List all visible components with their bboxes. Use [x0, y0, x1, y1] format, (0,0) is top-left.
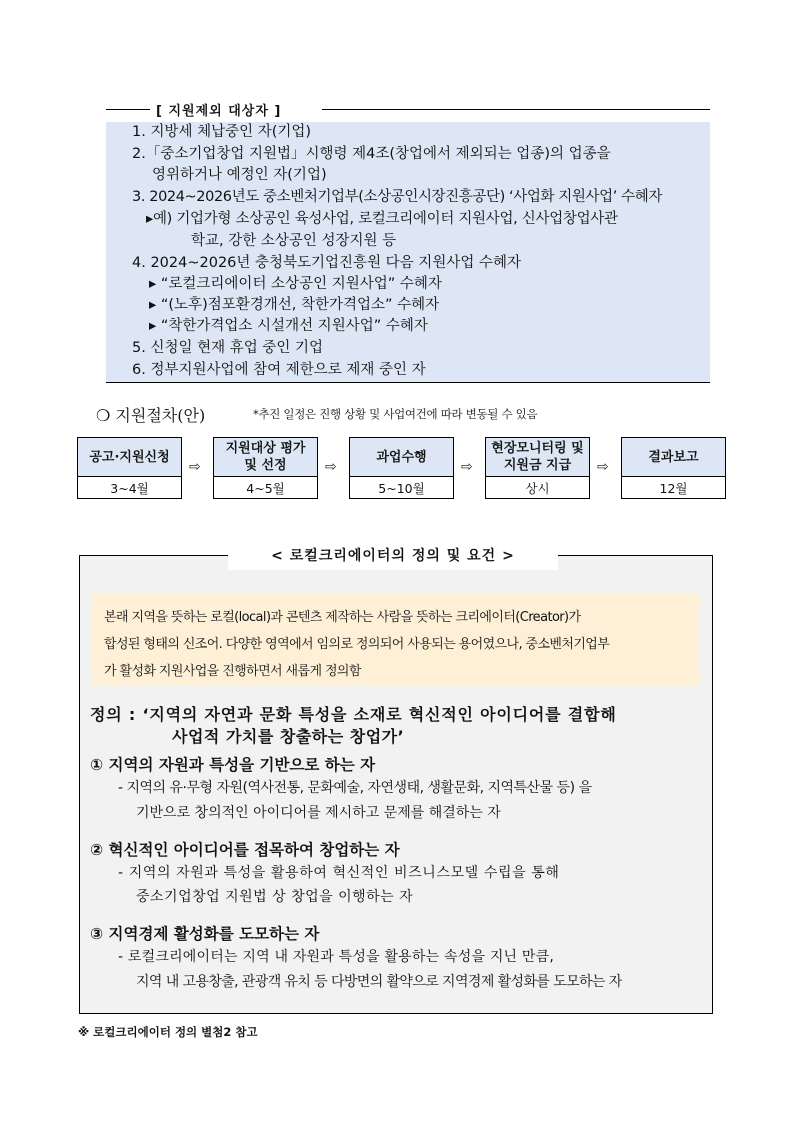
- procedure-note: *추진 일정은 진행 상황 및 사업여건에 따라 변동될 수 있음: [253, 407, 538, 421]
- criterion-heading: ③ 지역경제 활성화를 도모하는 자: [90, 925, 320, 943]
- step-period: 상시: [485, 477, 590, 499]
- exclusion-header-line-right: [322, 109, 710, 110]
- intro-line: 본래 지역을 뜻하는 로컬(local)과 콘텐츠 제작하는 사람을 뜻하는 크리에이터(Creator)가: [104, 610, 581, 625]
- criterion-heading: ① 지역의 자원과 특성을 기반으로 하는 자: [90, 756, 376, 774]
- arrow-icon: ⇨: [189, 459, 201, 475]
- step-label: 과업수행: [349, 437, 454, 477]
- exclusion-item: ▸ “(노후)점포환경개선, 착한가격업소” 수혜자: [149, 297, 440, 313]
- step-period: 4~5월: [213, 477, 318, 499]
- criterion-body: 중소기업창업 지원법 상 창업을 이행하는 자: [136, 889, 414, 905]
- step-label: 지원대상 평가 및 선정: [213, 437, 318, 477]
- exclusion-item: 5. 신청일 현재 휴업 중인 기업: [132, 340, 323, 356]
- exclusion-header-line-left: [106, 109, 150, 110]
- exclusion-item: 2.「중소기업창업 지원법」시행령 제4조(창업에서 제외되는 업종)의 업종을: [132, 146, 611, 162]
- arrow-icon: ⇨: [597, 459, 609, 475]
- exclusion-item: ▸ “착한가격업소 시설개선 지원사업” 수혜자: [149, 318, 428, 334]
- step-period: 5~10월: [349, 477, 454, 499]
- intro-line: 가 활성화 지원사업을 진행하면서 새롭게 정의함: [104, 664, 361, 679]
- exclusion-item: ▸예) 기업가형 소상공인 육성사업, 로컬크리에이터 지원사업, 신사업창업사관: [146, 211, 618, 227]
- step-label: 결과보고: [621, 437, 726, 477]
- exclusion-item: 6. 정부지원사업에 참여 제한으로 제재 중인 자: [132, 362, 426, 378]
- exclusion-item: ▸ “로컬크리에이터 소상공인 지원사업” 수혜자: [149, 276, 442, 292]
- criterion-body: 기반으로 창의적인 아이디어를 제시하고 문제를 해결하는 자: [136, 805, 501, 821]
- exclusion-item: 1. 지방세 체납중인 자(기업): [132, 124, 312, 140]
- definition-line: 사업적 가치를 창출하는 창업가’: [172, 727, 405, 746]
- criterion-body: - 지역의 유·무형 자원(역사전통, 문화예술, 자연생태, 생활문화, 지역특산물 등) 을: [118, 780, 592, 796]
- step-label: 현장모니터링 및 지원금 지급: [485, 437, 590, 477]
- criterion-body: - 지역의 자원과 특성을 활용하여 혁신적인 비즈니스모델 수립을 통해: [118, 865, 560, 881]
- procedure-step: [213, 437, 318, 499]
- step-label: 공고·지원신청: [77, 437, 182, 477]
- procedure-step: [485, 437, 590, 499]
- procedure-step: [621, 437, 726, 499]
- exclusion-item: 3. 2024~2026년도 중소벤처기업부(소상공인시장진흥공단) ‘사업화 지원사업’ 수혜자: [132, 189, 662, 205]
- definition-line: 정의 : ‘지역의 자연과 문화 특성을 소재로 혁신적인 아이디어를 결합해: [90, 705, 617, 724]
- exclusion-title: [ 지원제외 대상자 ]: [156, 104, 282, 119]
- procedure-title: ❍ 지원절차(안): [96, 406, 206, 425]
- step-period: 3~4월: [77, 477, 182, 499]
- criterion-body: 지역 내 고용창출, 관광객 유치 등 다방면의 활약으로 지역경제 활성화를 도모하는 자: [136, 974, 622, 990]
- procedure-step: [349, 437, 454, 499]
- footnote: ※ 로컬크리에이터 정의 별첨2 참고: [78, 1025, 258, 1039]
- exclusion-item: 4. 2024~2026년 충청북도기업진흥원 다음 지원사업 수혜자: [132, 255, 521, 271]
- arrow-icon: ⇨: [461, 459, 473, 475]
- procedure-step: [77, 437, 182, 499]
- criterion-heading: ② 혁신적인 아이디어를 접목하여 창업하는 자: [90, 841, 400, 859]
- intro-line: 합성된 형태의 신조어. 다양한 영역에서 임의로 정의되어 사용되는 용어였으나, 중소벤처기업부: [104, 637, 610, 652]
- arrow-icon: ⇨: [325, 459, 337, 475]
- definition-title: < 로컬크리에이터의 정의 및 요건 >: [228, 542, 558, 570]
- exclusion-item: 영위하거나 예정인 자(기업): [152, 167, 327, 183]
- exclusion-item: 학교, 강한 소상공인 성장지원 등: [191, 233, 397, 249]
- step-period: 12월: [621, 477, 726, 499]
- criterion-body: - 로컬크리에이터는 지역 내 자원과 특성을 활용하는 속성을 지닌 만큼,: [118, 949, 555, 965]
